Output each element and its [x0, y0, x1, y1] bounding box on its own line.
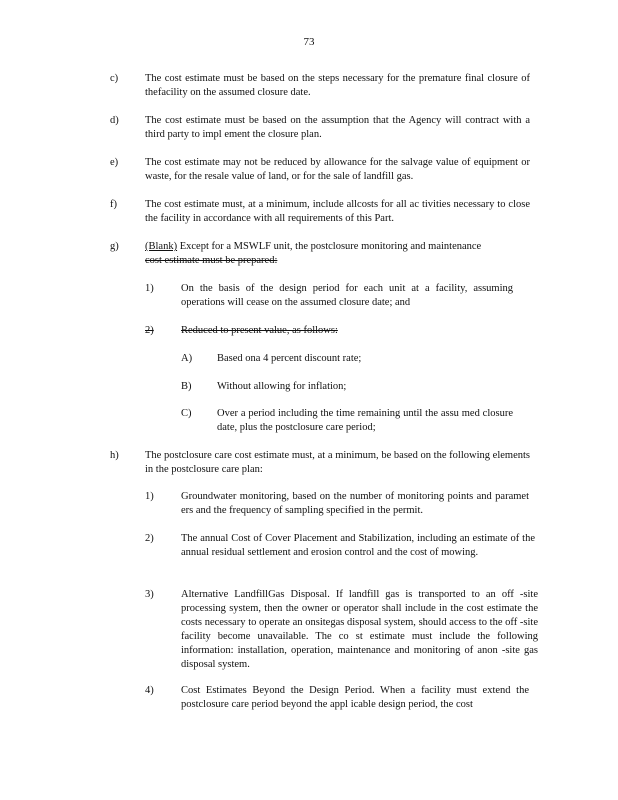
item-label: 2) — [145, 325, 154, 336]
item-text: Based ona 4 percent discount rate; — [217, 353, 362, 364]
item-text: On the basis of the design period for each unit at a facility, assuming operations will cease on the assumed closure date; and — [181, 283, 513, 308]
item-text: The postclosure care cost estimate must, at a minimum, be based on the following elements in the postclosure care plan: — [145, 450, 530, 475]
item-text: Over a period including the time remaining until the assu med closure date, plus the postclosure care period; — [217, 408, 513, 433]
item-label: 1) — [145, 283, 154, 294]
item-label: 2) — [145, 533, 154, 544]
item-text: The cost estimate may not be reduced by allowance for the salvage value of equipment or waste, for the resale value of land, or for the sale of landfill gas. — [145, 157, 530, 182]
item-text: The cost estimate must be based on the steps necessary for the premature final closure of thefacility on the assumed closure date. — [145, 73, 530, 98]
blank-marker: (Blank) — [145, 241, 178, 252]
item-label: 3) — [145, 589, 154, 600]
item-text: Without allowing for inflation; — [217, 381, 347, 392]
item-text: Groundwater monitoring, based on the number of monitoring points and paramet ers and the frequency of sampling specified in the permit. — [181, 491, 529, 516]
item-label: c) — [110, 73, 119, 84]
item-label: 1) — [145, 491, 154, 502]
item-label: 4) — [145, 685, 154, 696]
item-label: g) — [110, 241, 119, 252]
item-label: A) — [181, 353, 193, 364]
item-text: The cost estimate must, at a minimum, include allcosts for all ac tivities necessary to close the facility in accordance with all requirements of this Part. — [145, 199, 530, 224]
page-number: 73 — [303, 36, 315, 48]
item-label: h) — [110, 450, 119, 461]
item-text: Alternative LandfillGas Disposal. If landfill gas is transported to an off -site processing system, then the owner or operator shall include in the cost estimate the costs necessary to operate an onsitegas disposal system, should access to the off -site facility become unavailable. The co st estimate must include the following information: installation, operation, maintenance and monitoring of anon -site gas disposal system. — [181, 589, 538, 670]
item-text: Cost Estimates Beyond the Design Period. When a facility must extend the postclosure care period beyond the appl icable design period, the cost — [181, 685, 529, 710]
item-label: d) — [110, 115, 119, 126]
item-text: Reduced to present value, as follows: — [181, 325, 338, 336]
struck-text: cost estimate must be prepared: — [145, 255, 278, 266]
item-text — [145, 240, 530, 268]
item-text-rest: Except for a MSWLF unit, the postclosure monitoring and maintenance — [177, 241, 482, 252]
item-text: The annual Cost of Cover Placement and Stabilization, including an estimate of the annual residual settlement and erosion control and the cost of mowing. — [181, 533, 535, 558]
item-label: f) — [110, 199, 117, 210]
item-text: The cost estimate must be based on the assumption that the Agency will contract with a third party to impl ement the closure plan. — [145, 115, 530, 140]
item-label: e) — [110, 157, 119, 168]
item-label: B) — [181, 381, 192, 392]
item-label: C) — [181, 408, 192, 419]
